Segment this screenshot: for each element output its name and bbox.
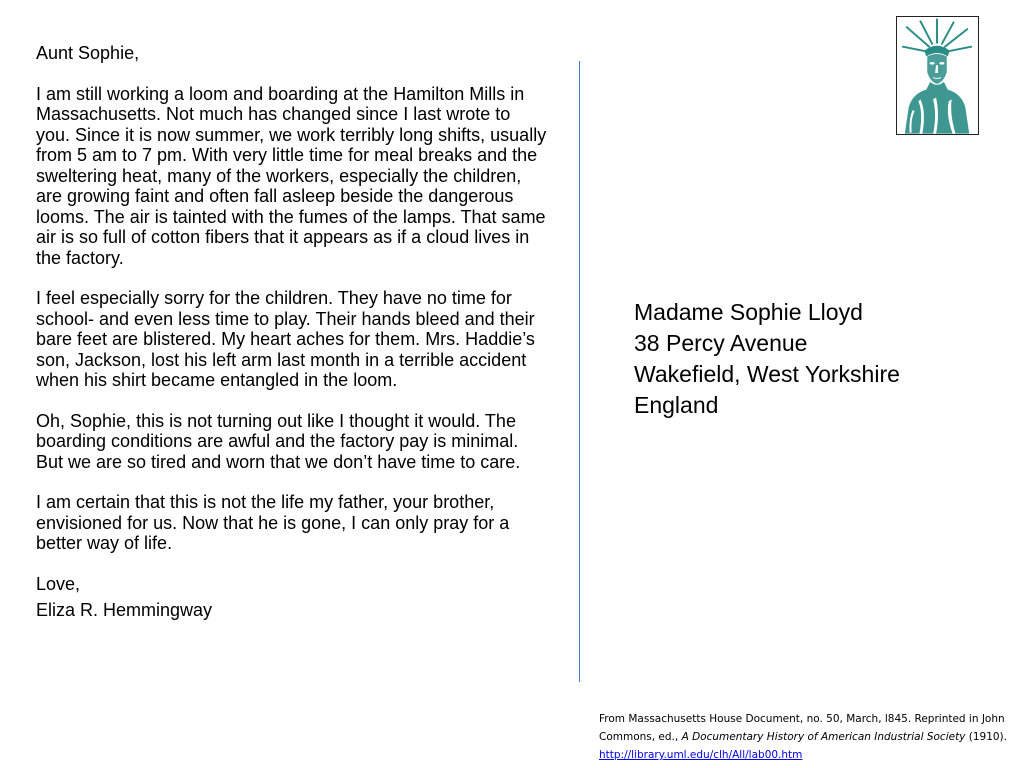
postcard-divider [579, 61, 580, 682]
letter-paragraph-2: I feel especially sorry for the children. They have no time for school- and even less time to play. Their hands bleed and their bare feet are blistered. My heart aches for them. Mrs. Haddie’s son, Jackson, lost his left arm last month in a terrible accident when his shirt became entangled in the loom. [36, 288, 535, 390]
recipient-address [634, 297, 900, 421]
letter-signature: Eliza R. Hemmingway [36, 599, 213, 620]
citation-text: From Massachusetts House Document, no. 50, March, l845. Reprinted in John Commons, ed., [599, 713, 1005, 743]
citation-book-title: A Documentary History of American Industrial Society [681, 731, 966, 743]
letter-greeting: Aunt Sophie, [36, 43, 140, 63]
letter-body [36, 43, 548, 623]
address-city: Wakefield, West Yorkshire [634, 361, 900, 387]
address-country: England [634, 392, 719, 418]
source-citation [599, 710, 1011, 764]
address-name: Madame Sophie Lloyd [634, 299, 863, 325]
letter-closing: Love, [36, 573, 81, 594]
letter-paragraph-1: I am still working a loom and boarding at the Hamilton Mills in Massachusetts. Not much has changed since I last wrote to you. Since it is now summer, we work terribly long shifts, usually from 5 am to 7 pm. With very little time for meal breaks and the sweltering heat, many of the workers, especially the children, are growing faint and often fall asleep beside the dangerous looms. The air is tainted with the fumes of the lamps. That same air is so full of cotton fibers that it appears as if a cloud lives in the factory. [36, 83, 547, 268]
statue-of-liberty-icon [897, 17, 978, 134]
letter-paragraph-3: Oh, Sophie, this is not turning out like I thought it would. The boarding conditions are awful and the factory pay is minimal. But we are so tired and worn that we don’t have time to care. [36, 410, 521, 472]
address-street: 38 Percy Avenue [634, 330, 808, 356]
citation-year: (1910). [965, 731, 1007, 743]
postage-stamp [896, 16, 979, 135]
letter-paragraph-4: I am certain that this is not the life my father, your brother, envisioned for us. Now that he is gone, I can only pray for a better way of life. [36, 492, 510, 553]
citation-link[interactable]: http://library.uml.edu/clh/All/lab00.htm [599, 749, 803, 761]
